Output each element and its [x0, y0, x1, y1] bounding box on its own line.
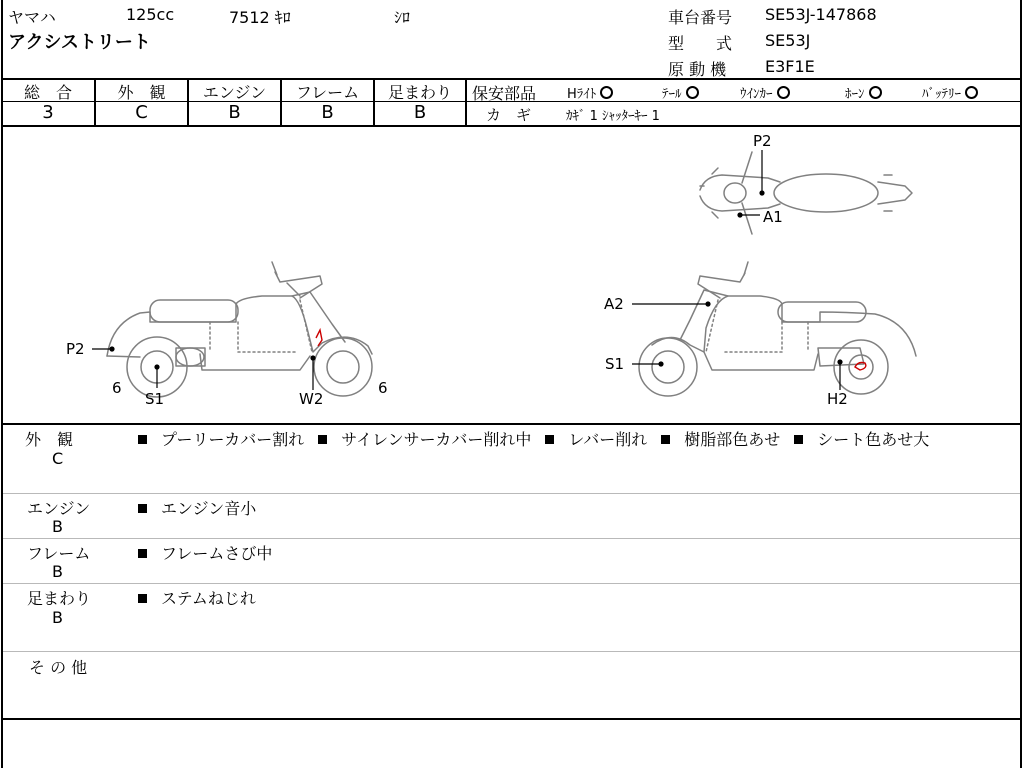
remark-cat-suspension: 足まわり: [27, 589, 92, 608]
grade-label-frame: フレーム: [295, 83, 360, 102]
remark-note: エンジン音小: [161, 499, 257, 518]
scooter-top-view: [700, 152, 912, 234]
model-label: 型 式: [668, 34, 733, 53]
frame-number-label: 車台番号: [668, 8, 733, 27]
engine-label: 原 動 機: [668, 60, 727, 79]
left-label-p2: P2: [66, 340, 85, 358]
safety-item-winker-label: ｳｲﾝｶｰ: [740, 87, 773, 102]
remark-cat-frame: フレーム: [27, 544, 91, 563]
grade-label-suspension: 足まわり: [387, 83, 452, 102]
divider-diagram-bottom: [1, 423, 1022, 425]
remark-note: サイレンサーカバー削れ中: [341, 430, 532, 449]
safety-label: 保安部品: [472, 84, 537, 103]
left-label-w2: W2: [299, 390, 324, 408]
ok-circle-icon: [777, 86, 790, 99]
right-label-s1: S1: [605, 355, 625, 373]
remark-note: 樹脂部色あせ: [684, 430, 781, 449]
bullet-square-icon: [138, 549, 147, 558]
safety-item-tail: [662, 83, 699, 102]
remark-note: シート色あせ大: [817, 430, 930, 449]
grade-value-exterior: C: [135, 102, 148, 123]
remark-cat-engine: エンジン: [27, 499, 91, 518]
safety-item-winker: [740, 83, 790, 102]
top-label-p2: P2: [753, 132, 772, 150]
grade-value-frame: B: [321, 102, 334, 123]
left-label-s1: S1: [145, 390, 165, 408]
damage-diagram: [0, 127, 1024, 423]
engine-code: E3F1E: [765, 57, 815, 76]
grade-value-engine: B: [228, 102, 241, 123]
safety-item-horn-label: ﾎｰﾝ: [845, 87, 865, 102]
remark-note: ステムねじれ: [161, 589, 256, 608]
key-label: カ ギ: [486, 106, 532, 124]
color: ｼﾛ: [394, 8, 411, 27]
bullet-square-icon: [138, 504, 147, 513]
divider-remark-3: [3, 583, 1020, 584]
divider-remark-1: [3, 493, 1020, 494]
frame-number: SE53J-147868: [765, 5, 877, 24]
mileage: 7512 ｷﾛ: [229, 8, 291, 27]
safety-item-horn: [845, 83, 882, 102]
bullet-square-icon: [794, 435, 803, 444]
safety-item-headlight: [567, 83, 613, 102]
scooter-right-dotted: [706, 300, 808, 352]
remark-cat-exterior: 外 観: [25, 430, 74, 449]
grade-value-overall: 3: [42, 102, 54, 123]
safety-item-headlight-label: Hﾗｲﾄ: [567, 87, 597, 102]
remark-grade-frame: B: [52, 562, 63, 581]
scooter-right-side-view: [639, 262, 916, 396]
remark-note: フレームさび中: [161, 544, 273, 563]
divider-remark-2: [3, 538, 1020, 539]
right-label-h2: H2: [827, 390, 848, 408]
ok-circle-icon: [686, 86, 699, 99]
remark-grade-engine: B: [52, 517, 63, 536]
left-label-six-rear: 6: [378, 379, 388, 397]
left-label-six-front: 6: [112, 379, 122, 397]
damage-mark-red: [316, 330, 866, 370]
remark-grade-suspension: B: [52, 608, 63, 627]
top-label-a1: A1: [763, 208, 783, 226]
remark-note: レバー削れ: [568, 430, 648, 449]
remark-grade-exterior: C: [52, 449, 64, 468]
model-name: アクシストリート: [8, 32, 151, 53]
grade-label-exterior: 外 観: [117, 83, 166, 102]
remark-notes-exterior: [138, 427, 929, 450]
remark-notes-suspension: [138, 586, 256, 609]
grade-col-sep-5: [465, 79, 467, 126]
ok-circle-icon: [600, 86, 613, 99]
scooter-left-dotted: [210, 300, 312, 352]
grade-label-engine: エンジン: [202, 83, 267, 102]
ok-circle-icon: [965, 86, 978, 99]
bullet-square-icon: [138, 594, 147, 603]
bullet-square-icon: [318, 435, 327, 444]
right-label-a2: A2: [604, 295, 624, 313]
scooter-left-side-view: [107, 262, 372, 397]
safety-item-battery-label: ﾊﾞｯﾃﾘｰ: [922, 87, 961, 102]
grade-value-suspension: B: [413, 102, 427, 123]
ok-circle-icon: [869, 86, 882, 99]
remark-notes-engine: [138, 496, 256, 519]
divider-footer: [1, 718, 1022, 720]
grade-label-overall: 総 合: [23, 83, 72, 102]
displacement: 125cc: [126, 5, 175, 24]
safety-item-battery: [922, 83, 978, 102]
divider-remark-4: [3, 651, 1020, 652]
bullet-square-icon: [138, 435, 147, 444]
bullet-square-icon: [661, 435, 670, 444]
key-value: ｶｷﾞ 1 ｼｬｯﾀｰｷｰ 1: [566, 109, 660, 124]
remark-cat-other: そ の 他: [29, 658, 88, 677]
remark-note: プーリーカバー割れ: [161, 430, 305, 449]
maker: ヤマハ: [8, 8, 56, 27]
bullet-square-icon: [545, 435, 554, 444]
safety-item-tail-label: ﾃｰﾙ: [662, 87, 682, 102]
model-code: SE53J: [765, 31, 811, 50]
remark-notes-frame: [138, 541, 272, 564]
